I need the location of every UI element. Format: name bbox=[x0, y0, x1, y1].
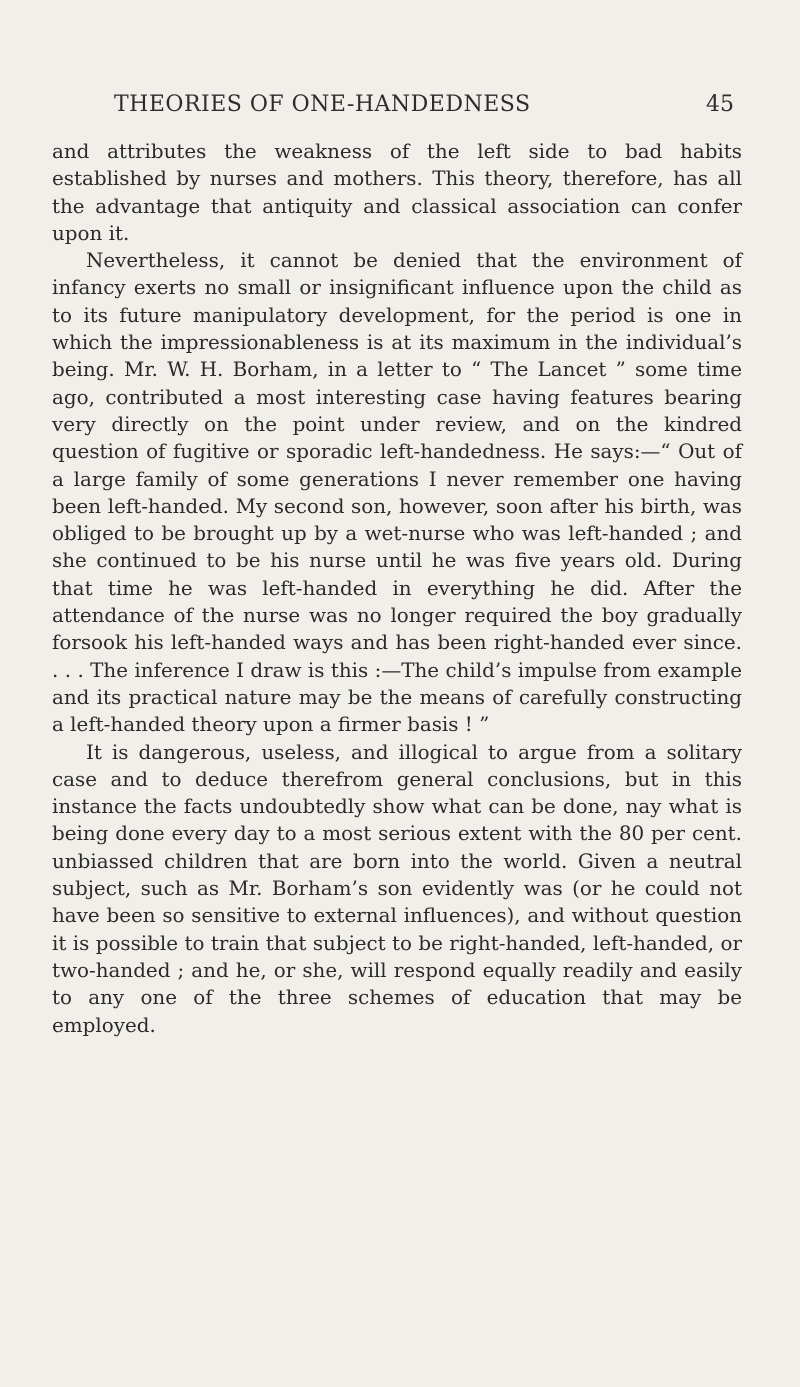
running-title: THEORIES OF ONE-HANDEDNESS bbox=[114, 92, 531, 117]
running-head bbox=[114, 92, 734, 126]
paragraph-conclusion: It is dangerous, useless, and illogical to argue from a solitary case and to deduce therefrom general conclusions, but in this instance the facts undoubtedly show what can be done, nay what is being done every day to a most serious extent with the 80 per cent. unbiassed children that are born into the world. Given a neutral subject, such as Mr. Borham’s son evidently was (or he could not have been so sensitive to external influences), and without question it is possible to train that subject to be right-handed, left-handed, or two-handed ; and he, or she, will respond equally readily and easily to any one of the three schemes of education that may be employed. bbox=[52, 740, 742, 1037]
page-number: 45 bbox=[706, 92, 734, 117]
paragraph-borham-case: Nevertheless, it cannot be denied that the environment of infancy exerts no small or insignificant influence upon the child as to its future manipulatory development, for the period is one in which the impressionableness is at its maximum in the individual’s being. Mr. W. H. Borham, in a letter to “ The Lancet ” some time ago, contributed a most interesting case having features bearing very directly on the point under review, and on the kindred question of fugitive or sporadic left-handedness. He says:—“ Out of a large family of some generations I never remember one having been left-handed. My second son, however, soon after his birth, was obliged to be brought up by a wet-nurse who was left-handed ; and she continued to be his nurse until he was five years old. During that time he was left-handed in everything he did. After the attendance of the nurse was no longer required the boy gradually forsook his left-handed ways and has been right-handed ever since. . . . The inference I draw is this :—The child’s impulse from example and its practical nature may be the means of carefully constructing a left-handed theory upon a firmer basis ! ” bbox=[52, 249, 742, 737]
paragraph-continuation: and attributes the weakness of the left side to bad habits established by nurses and mothers. This theory, therefore, has all the advantage that antiquity and classical association can confer upon it. bbox=[52, 140, 742, 245]
body-text bbox=[52, 138, 742, 1039]
